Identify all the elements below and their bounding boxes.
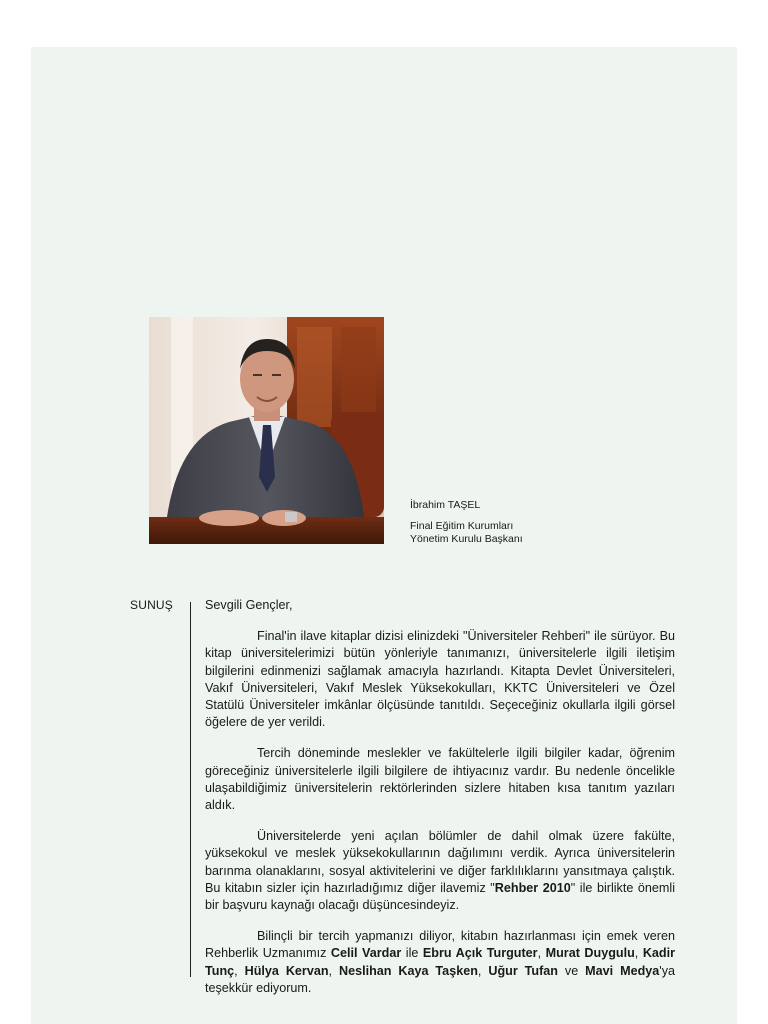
paragraph-4 <box>205 928 675 997</box>
acknowledged-name: Uğur Tufan <box>488 963 558 978</box>
paragraph-3-text-a: Üniversitelerde yeni açılan bölümler de dahil olmak üzere fakülte, yüksekokul ve meslek yüksekokullarının dağılımını verdik. Ayrıca üniversitelerin barınma olanaklarını, sosyal aktivitelerini ve diğer farklılıklarını yansıtmaya çalıştık. Bu kitabın sizler için hazırladığımız diğer ilavemiz " <box>205 829 675 895</box>
acknowledged-name: Hülya Kervan <box>244 963 329 978</box>
separator: , <box>328 963 339 978</box>
separator: , <box>537 946 546 961</box>
acknowledged-name: Neslihan Kaya Taşken <box>338 963 478 978</box>
acknowledged-name: Murat Duygulu <box>545 946 635 961</box>
acknowledged-name: Ebru Açık Turguter <box>422 946 538 961</box>
section-label: SUNUŞ <box>130 598 174 612</box>
paragraph-3-text-b: " ile birlikte önemli bir başvuru kaynağı olacağı düşüncesindeyiz. <box>205 880 675 913</box>
caption-title-line-2: Yönetim Kurulu Başkanı <box>410 533 523 545</box>
paragraph-3 <box>205 828 675 914</box>
salutation: Sevgili Gençler, <box>205 598 293 612</box>
paragraph-4-text-a: Bilinçli bir tercih yapmanızı diliyor, kitabın hazırlanması için emek veren Rehberlik Uzmanımız <box>205 929 675 961</box>
separator: ile <box>401 946 423 961</box>
acknowledged-name: Mavi Medya <box>585 963 660 978</box>
separator: , <box>477 963 489 978</box>
rehber-2010-title: Rehber 2010 <box>494 880 571 895</box>
letter-body <box>205 597 675 1011</box>
paragraph-2: Tercih döneminde meslekler ve fakültelerle ilgili bilgiler kadar, öğrenim göreceğiniz üniversitelerle ilgili bilgilere de ihtiyacınız vardır. Bu nedenle öncelikle ulaşabildiğimiz üniversitelerin rektörlerinden sizlere hitaben kısa tanıtım yazıları aldık. <box>205 746 675 813</box>
caption-name: İbrahim TAŞEL <box>410 499 481 511</box>
paragraph-1: Final'in ilave kitaplar dizisi elinizdeki "Üniversiteler Rehberi" ile sürüyor. Bu kitap üniversitelerimizi bütün yönleriyle tanımanızı, üniversitelerle ilgili iletişim bilgilerini edinmenizi sağlamak amacıyla hazırlandı. Kitapta Devlet Üniversiteleri, Vakıf Üniversiteleri, Vakıf Meslek Yüksekokulları, KKTC Üniversiteleri ve Özel Statülü Üniversiteler imkânlar ölçüsünde tanıtıldı. Seçeceğiniz okullarla ilgili görsel öğelere de yer verildi. <box>205 629 675 730</box>
section-divider <box>190 602 191 977</box>
separator: ve <box>558 963 586 978</box>
acknowledged-name: Kadir Tunç <box>205 946 676 978</box>
caption-title-line-1: Final Eğitim Kurumları <box>410 520 514 532</box>
separator: , <box>634 946 643 961</box>
separator: , <box>234 963 245 978</box>
acknowledged-name: Celil Vardar <box>330 946 402 961</box>
paragraph-4-closing: 'ya teşekkür ediyorum. <box>205 963 676 995</box>
portrait-photo <box>149 317 384 544</box>
photo-caption <box>410 499 523 546</box>
